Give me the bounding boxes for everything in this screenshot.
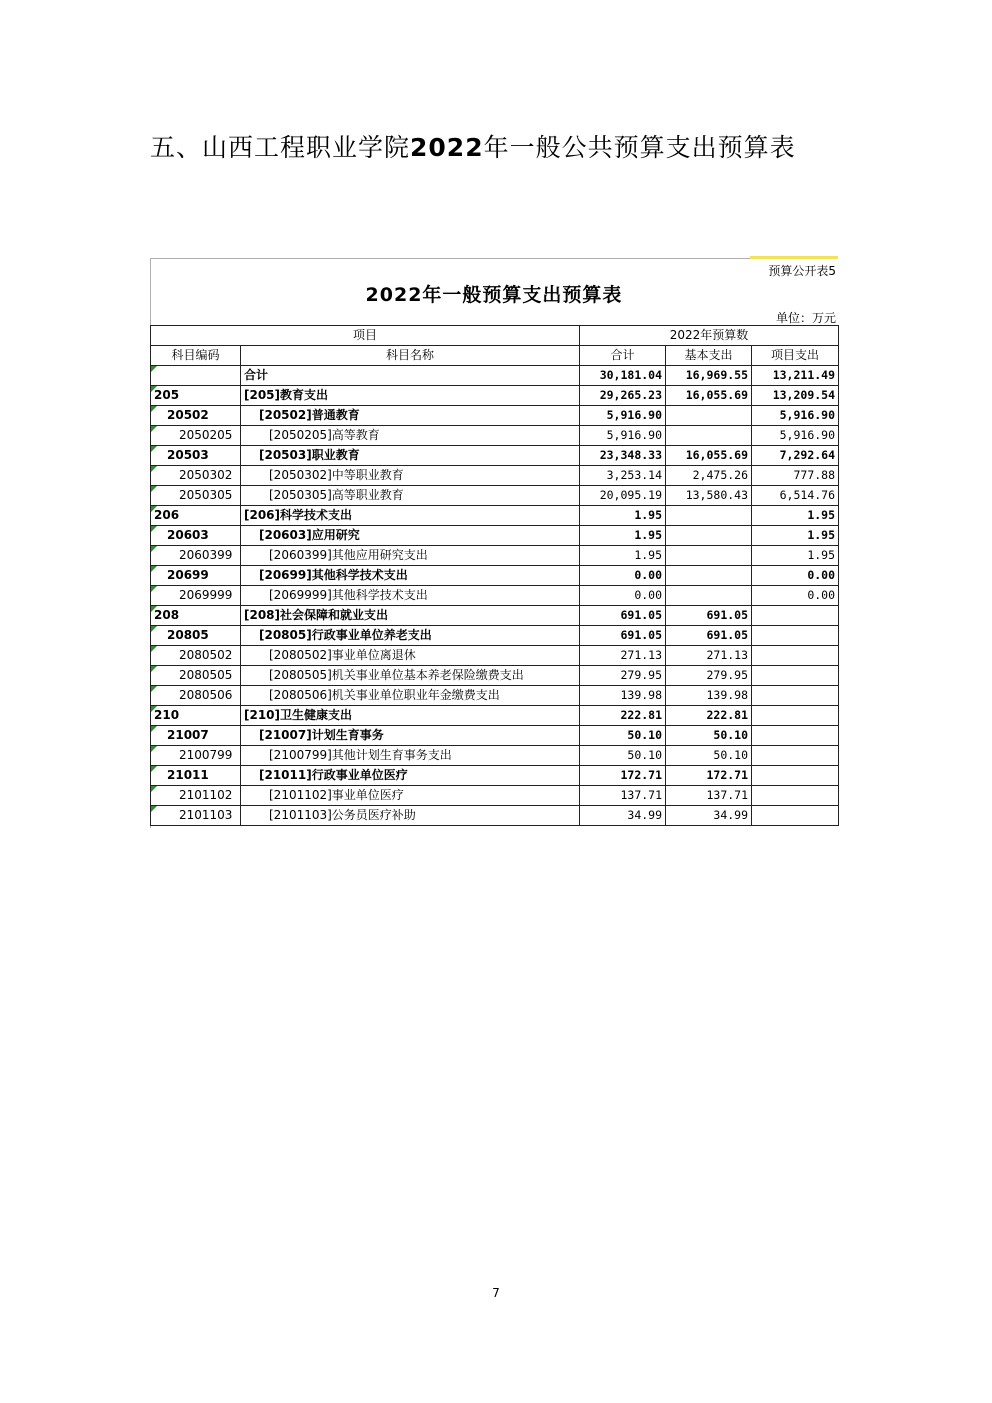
total-cell: 172.71 bbox=[580, 766, 666, 786]
total-cell: 222.81 bbox=[580, 706, 666, 726]
basic-cell: 50.10 bbox=[666, 746, 752, 766]
basic-cell bbox=[666, 506, 752, 526]
name-cell: [20805]行政事业单位养老支出 bbox=[241, 626, 580, 646]
basic-cell: 271.13 bbox=[666, 646, 752, 666]
name-cell: [2050305]高等职业教育 bbox=[241, 486, 580, 506]
total-cell: 29,265.23 bbox=[580, 386, 666, 406]
table-row bbox=[151, 406, 839, 426]
table-row bbox=[151, 386, 839, 406]
header-item: 项目支出 bbox=[752, 346, 839, 366]
table-row bbox=[151, 726, 839, 746]
total-cell: 20,095.19 bbox=[580, 486, 666, 506]
cell-highlight-mark bbox=[750, 256, 838, 259]
item-cell bbox=[752, 706, 839, 726]
name-cell: [2080506]机关事业单位职业年金缴费支出 bbox=[241, 686, 580, 706]
code-cell: 2100799 bbox=[151, 746, 241, 766]
total-cell: 691.05 bbox=[580, 626, 666, 646]
name-cell: [2080505]机关事业单位基本养老保险缴费支出 bbox=[241, 666, 580, 686]
code-cell: 20503 bbox=[151, 446, 241, 466]
basic-cell bbox=[666, 586, 752, 606]
code-cell: 21011 bbox=[151, 766, 241, 786]
basic-cell: 279.95 bbox=[666, 666, 752, 686]
item-cell bbox=[752, 606, 839, 626]
item-cell: 5,916.90 bbox=[752, 426, 839, 446]
item-cell: 6,514.76 bbox=[752, 486, 839, 506]
basic-cell bbox=[666, 406, 752, 426]
basic-cell: 2,475.26 bbox=[666, 466, 752, 486]
code-cell: 205 bbox=[151, 386, 241, 406]
heading-prefix: 五、山西工程职业学院 bbox=[150, 133, 411, 162]
item-cell: 13,209.54 bbox=[752, 386, 839, 406]
table-row bbox=[151, 566, 839, 586]
code-cell: 2101102 bbox=[151, 786, 241, 806]
code-cell: 2050305 bbox=[151, 486, 241, 506]
unit-label: 单位：万元 bbox=[775, 311, 836, 325]
item-cell bbox=[752, 786, 839, 806]
header-code: 科目编码 bbox=[151, 346, 241, 366]
table-title: 2022年一般预算支出预算表 bbox=[365, 284, 623, 306]
total-cell: 34.99 bbox=[580, 806, 666, 826]
name-cell: [2050205]高等教育 bbox=[241, 426, 580, 446]
table-row bbox=[151, 606, 839, 626]
item-cell bbox=[752, 806, 839, 826]
basic-cell: 691.05 bbox=[666, 606, 752, 626]
heading-suffix: 年一般公共预算支出预算表 bbox=[483, 133, 796, 162]
total-cell: 0.00 bbox=[580, 586, 666, 606]
basic-cell: 139.98 bbox=[666, 686, 752, 706]
basic-cell: 691.05 bbox=[666, 626, 752, 646]
basic-cell: 16,055.69 bbox=[666, 386, 752, 406]
item-cell bbox=[752, 746, 839, 766]
name-cell: [20502]普通教育 bbox=[241, 406, 580, 426]
table-row bbox=[151, 426, 839, 446]
header-project: 项目 bbox=[151, 326, 580, 346]
total-cell: 0.00 bbox=[580, 566, 666, 586]
code-cell: 208 bbox=[151, 606, 241, 626]
name-cell: [205]教育支出 bbox=[241, 386, 580, 406]
table-row bbox=[151, 766, 839, 786]
basic-cell: 13,580.43 bbox=[666, 486, 752, 506]
total-cell: 137.71 bbox=[580, 786, 666, 806]
name-cell: [2050302]中等职业教育 bbox=[241, 466, 580, 486]
budget-table bbox=[150, 325, 839, 826]
total-cell: 50.10 bbox=[580, 746, 666, 766]
code-cell: 2050205 bbox=[151, 426, 241, 446]
code-cell: 20603 bbox=[151, 526, 241, 546]
name-cell: [208]社会保障和就业支出 bbox=[241, 606, 580, 626]
code-cell: 210 bbox=[151, 706, 241, 726]
total-cell: 691.05 bbox=[580, 606, 666, 626]
code-cell: 2050302 bbox=[151, 466, 241, 486]
code-cell: 2080506 bbox=[151, 686, 241, 706]
name-cell: [2100799]其他计划生育事务支出 bbox=[241, 746, 580, 766]
item-cell: 1.95 bbox=[752, 506, 839, 526]
table-row bbox=[151, 626, 839, 646]
item-cell: 7,292.64 bbox=[752, 446, 839, 466]
table-row bbox=[151, 586, 839, 606]
item-cell bbox=[752, 666, 839, 686]
name-cell: [2069999]其他科学技术支出 bbox=[241, 586, 580, 606]
basic-cell: 16,969.55 bbox=[666, 366, 752, 386]
code-cell: 20502 bbox=[151, 406, 241, 426]
item-cell: 1.95 bbox=[752, 526, 839, 546]
code-cell: 206 bbox=[151, 506, 241, 526]
name-cell: [20603]应用研究 bbox=[241, 526, 580, 546]
table-row bbox=[151, 806, 839, 826]
table-row bbox=[151, 706, 839, 726]
name-cell: [20503]职业教育 bbox=[241, 446, 580, 466]
header-total: 合计 bbox=[580, 346, 666, 366]
code-cell: 21007 bbox=[151, 726, 241, 746]
total-cell: 50.10 bbox=[580, 726, 666, 746]
name-cell: [2080502]事业单位离退休 bbox=[241, 646, 580, 666]
basic-cell: 222.81 bbox=[666, 706, 752, 726]
total-cell: 271.13 bbox=[580, 646, 666, 666]
item-cell bbox=[752, 766, 839, 786]
total-cell: 1.95 bbox=[580, 506, 666, 526]
item-cell bbox=[752, 726, 839, 746]
table-row bbox=[151, 446, 839, 466]
table-row bbox=[151, 646, 839, 666]
public-table-number: 预算公开表5 bbox=[768, 264, 836, 278]
table-row bbox=[151, 546, 839, 566]
code-cell: 20699 bbox=[151, 566, 241, 586]
item-cell bbox=[752, 646, 839, 666]
header-name: 科目名称 bbox=[241, 346, 580, 366]
code-cell: 2060399 bbox=[151, 546, 241, 566]
code-cell: 2080502 bbox=[151, 646, 241, 666]
basic-cell: 137.71 bbox=[666, 786, 752, 806]
total-cell: 1.95 bbox=[580, 546, 666, 566]
table-row bbox=[151, 366, 839, 386]
total-cell: 5,916.90 bbox=[580, 406, 666, 426]
basic-cell bbox=[666, 426, 752, 446]
basic-cell bbox=[666, 546, 752, 566]
name-cell: [206]科学技术支出 bbox=[241, 506, 580, 526]
item-cell: 0.00 bbox=[752, 586, 839, 606]
basic-cell bbox=[666, 526, 752, 546]
code-cell: 2101103 bbox=[151, 806, 241, 826]
name-cell: [210]卫生健康支出 bbox=[241, 706, 580, 726]
document-heading bbox=[150, 128, 796, 164]
table-row bbox=[151, 506, 839, 526]
name-cell: [21011]行政事业单位医疗 bbox=[241, 766, 580, 786]
item-cell: 5,916.90 bbox=[752, 406, 839, 426]
code-cell: 2069999 bbox=[151, 586, 241, 606]
item-cell: 1.95 bbox=[752, 546, 839, 566]
table-row bbox=[151, 466, 839, 486]
total-cell: 279.95 bbox=[580, 666, 666, 686]
code-cell: 20805 bbox=[151, 626, 241, 646]
header-budget-group: 2022年预算数 bbox=[580, 326, 839, 346]
total-cell: 30,181.04 bbox=[580, 366, 666, 386]
heading-year: 2022 bbox=[410, 133, 484, 162]
sheet-top-border bbox=[150, 258, 838, 259]
total-cell: 139.98 bbox=[580, 686, 666, 706]
code-cell bbox=[151, 366, 241, 386]
item-cell bbox=[752, 626, 839, 646]
name-cell: [2101103]公务员医疗补助 bbox=[241, 806, 580, 826]
table-row bbox=[151, 686, 839, 706]
name-cell: [20699]其他科学技术支出 bbox=[241, 566, 580, 586]
code-cell: 2080505 bbox=[151, 666, 241, 686]
basic-cell bbox=[666, 566, 752, 586]
item-cell: 777.88 bbox=[752, 466, 839, 486]
basic-cell: 34.99 bbox=[666, 806, 752, 826]
item-cell bbox=[752, 686, 839, 706]
table-row bbox=[151, 666, 839, 686]
total-cell: 5,916.90 bbox=[580, 426, 666, 446]
total-cell: 3,253.14 bbox=[580, 466, 666, 486]
basic-cell: 172.71 bbox=[666, 766, 752, 786]
page-number: 7 bbox=[492, 1286, 500, 1300]
basic-cell: 50.10 bbox=[666, 726, 752, 746]
header-basic: 基本支出 bbox=[666, 346, 752, 366]
table-row bbox=[151, 486, 839, 506]
name-cell: [21007]计划生育事务 bbox=[241, 726, 580, 746]
table-row bbox=[151, 746, 839, 766]
name-cell: [2101102]事业单位医疗 bbox=[241, 786, 580, 806]
table-row bbox=[151, 786, 839, 806]
basic-cell: 16,055.69 bbox=[666, 446, 752, 466]
table-row bbox=[151, 526, 839, 546]
name-cell: 合计 bbox=[241, 366, 580, 386]
total-cell: 1.95 bbox=[580, 526, 666, 546]
item-cell: 0.00 bbox=[752, 566, 839, 586]
name-cell: [2060399]其他应用研究支出 bbox=[241, 546, 580, 566]
item-cell: 13,211.49 bbox=[752, 366, 839, 386]
total-cell: 23,348.33 bbox=[580, 446, 666, 466]
